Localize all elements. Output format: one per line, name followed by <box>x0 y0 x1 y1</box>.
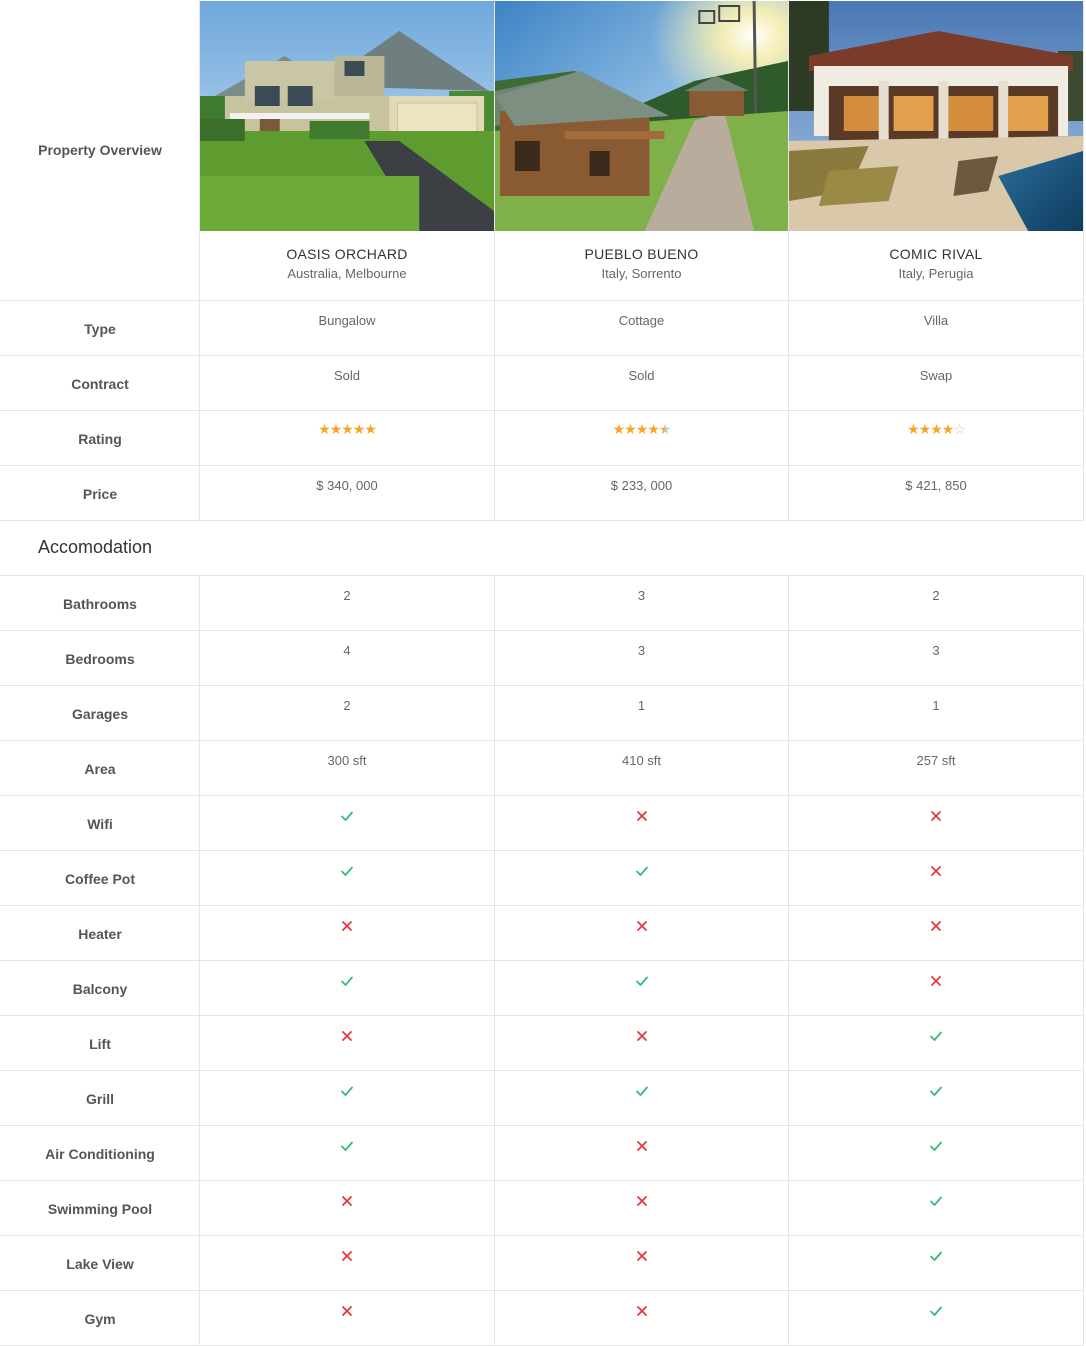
type-cell <box>495 301 789 355</box>
price-value: $ 421, 850 <box>905 478 967 493</box>
price-row <box>0 466 1084 521</box>
check-icon <box>340 974 354 988</box>
check-icon <box>340 864 354 878</box>
bathrooms-value: 2 <box>932 588 940 603</box>
star-full-icon: ★ <box>364 421 376 437</box>
row-label-cell <box>0 686 200 740</box>
row-label-cell <box>0 1291 200 1345</box>
amenity-row-swimming-pool <box>0 1181 1084 1236</box>
amenity-cell <box>495 1291 789 1345</box>
amenity-cell <box>495 906 789 960</box>
amenity-label: Gym <box>84 1311 116 1327</box>
amenity-cell <box>200 796 495 850</box>
area-row <box>0 741 1084 796</box>
price-label: Price <box>82 486 118 502</box>
row-label-cell <box>0 961 200 1015</box>
check-icon <box>929 1084 943 1098</box>
amenity-cell <box>200 1236 495 1290</box>
amenity-cell <box>495 796 789 850</box>
star-full-icon: ★ <box>352 421 365 437</box>
contract-value: Swap <box>919 368 953 383</box>
amenity-row-air-conditioning <box>0 1126 1084 1181</box>
bathrooms-cell <box>495 576 789 630</box>
type-value: Villa <box>923 313 949 328</box>
bedrooms-cell <box>495 631 789 685</box>
amenity-cell <box>789 1236 1084 1290</box>
bathrooms-value: 3 <box>637 588 646 603</box>
amenity-row-coffee-pot <box>0 851 1084 906</box>
bedrooms-value: 3 <box>932 643 940 658</box>
garages-value: 1 <box>932 698 940 713</box>
amenity-cell <box>200 851 495 905</box>
cross-icon <box>635 1139 649 1153</box>
property-header-row <box>0 0 1084 301</box>
star-rating <box>495 421 788 438</box>
bedrooms-value: 3 <box>637 643 646 658</box>
cross-icon <box>340 919 354 933</box>
amenity-label: Air Conditioning <box>45 1146 155 1162</box>
garages-value: 2 <box>343 698 351 713</box>
star-full-icon: ★ <box>930 421 942 437</box>
bedrooms-value: 4 <box>343 643 351 658</box>
row-label-cell <box>0 631 200 685</box>
bathrooms-value: 2 <box>343 588 351 603</box>
star-full-icon: ★ <box>318 421 330 437</box>
amenity-row-balcony <box>0 961 1084 1016</box>
star-full-icon: ★ <box>647 421 659 437</box>
row-label-cell <box>0 1236 200 1290</box>
amenity-cell <box>495 1071 789 1125</box>
property-location: Australia, Melbourne <box>287 266 407 281</box>
row-label-cell <box>0 741 200 795</box>
row-label-cell <box>0 796 200 850</box>
cross-icon <box>635 1304 649 1318</box>
star-full-icon: ★ <box>341 421 353 437</box>
amenity-cell <box>495 961 789 1015</box>
amenity-cell <box>200 1016 495 1070</box>
property-column-oasis-orchard[interactable] <box>200 0 495 300</box>
row-label-cell <box>0 301 200 355</box>
amenity-label: Grill <box>85 1091 114 1107</box>
area-cell <box>495 741 789 795</box>
amenity-cell <box>789 851 1084 905</box>
check-icon <box>635 864 649 878</box>
amenity-row-wifi <box>0 796 1084 851</box>
amenity-cell <box>789 1071 1084 1125</box>
property-name[interactable]: OASIS ORCHARD <box>286 246 408 262</box>
check-icon <box>635 974 649 988</box>
amenity-cell <box>495 1126 789 1180</box>
cross-icon <box>929 809 943 823</box>
amenity-cell <box>200 1181 495 1235</box>
amenity-row-lake-view <box>0 1236 1084 1291</box>
star-full-icon: ★ <box>907 421 919 437</box>
bathrooms-label: Bathrooms <box>63 596 137 612</box>
check-icon <box>635 1084 649 1098</box>
price-value: $ 233, 000 <box>610 478 673 493</box>
star-full-icon: ★ <box>612 421 625 437</box>
amenity-row-heater <box>0 906 1084 961</box>
check-icon <box>340 1084 354 1098</box>
contract-value: Sold <box>628 368 655 383</box>
contract-label: Contract <box>71 376 129 392</box>
property-column-comic-rival[interactable] <box>789 0 1084 300</box>
amenity-label: Lake View <box>66 1256 134 1272</box>
cross-icon <box>635 1029 649 1043</box>
row-label-cell <box>0 1071 200 1125</box>
cross-icon <box>340 1304 354 1318</box>
amenity-cell <box>200 961 495 1015</box>
row-label-cell <box>0 1126 200 1180</box>
property-location: Italy, Perugia <box>898 266 974 281</box>
row-label-cell <box>0 1181 200 1235</box>
bedrooms-cell <box>200 631 495 685</box>
check-icon <box>340 1139 354 1153</box>
type-cell <box>789 301 1084 355</box>
star-full-icon: ★ <box>624 421 636 437</box>
area-value: 257 sft <box>916 753 956 768</box>
check-icon <box>929 1139 943 1153</box>
price-cell <box>495 466 789 520</box>
property-name[interactable]: PUEBLO BUENO <box>584 246 699 262</box>
amenity-label: Wifi <box>87 816 113 832</box>
house-photo[interactable] <box>200 1 494 231</box>
star-full-icon: ★ <box>329 421 342 437</box>
price-cell <box>789 466 1084 520</box>
area-label: Area <box>84 761 116 777</box>
property-location: Italy, Sorrento <box>601 266 682 281</box>
cross-icon <box>929 919 943 933</box>
overview-label-cell <box>0 0 200 300</box>
rating-cell <box>789 411 1084 465</box>
contract-cell <box>495 356 789 410</box>
rating-label: Rating <box>78 431 122 447</box>
rating-row <box>0 411 1084 466</box>
area-cell <box>789 741 1084 795</box>
type-cell <box>200 301 495 355</box>
area-value: 410 sft <box>621 753 662 768</box>
amenity-cell <box>495 1181 789 1235</box>
bathrooms-cell <box>200 576 495 630</box>
cross-icon <box>929 864 943 878</box>
garages-label: Garages <box>71 706 129 722</box>
area-value: 300 sft <box>327 753 367 768</box>
rating-cell <box>495 411 789 465</box>
contract-value: Sold <box>333 368 361 383</box>
star-full-icon: ★ <box>918 421 931 437</box>
row-label-cell <box>0 576 200 630</box>
amenity-cell <box>495 851 789 905</box>
amenity-cell <box>200 906 495 960</box>
cross-icon <box>340 1249 354 1263</box>
amenity-label: Swimming Pool <box>47 1201 153 1217</box>
property-name[interactable]: COMIC RIVAL <box>889 246 983 262</box>
amenity-label: Heater <box>78 926 122 942</box>
check-icon <box>929 1029 943 1043</box>
type-value: Cottage <box>618 313 665 328</box>
garages-cell <box>495 686 789 740</box>
contract-cell <box>200 356 495 410</box>
garages-cell <box>200 686 495 740</box>
amenity-cell <box>789 906 1084 960</box>
amenity-cell <box>789 1291 1084 1345</box>
row-label-cell <box>0 356 200 410</box>
property-overview-label: Property Overview <box>38 142 162 158</box>
bedrooms-label: Bedrooms <box>65 651 135 667</box>
bathrooms-cell <box>789 576 1084 630</box>
cross-icon <box>929 974 943 988</box>
amenity-cell <box>789 796 1084 850</box>
row-label-cell <box>0 906 200 960</box>
cross-icon <box>635 1249 649 1263</box>
bedrooms-row <box>0 631 1084 686</box>
star-empty-icon: ☆ <box>953 421 965 437</box>
amenity-cell <box>495 1016 789 1070</box>
cross-icon <box>635 809 649 823</box>
row-label-cell <box>0 851 200 905</box>
cabin-photo[interactable] <box>495 1 788 231</box>
accommodation-section-header <box>0 521 1084 576</box>
star-half-icon: ★ <box>658 421 671 437</box>
check-icon <box>929 1194 943 1208</box>
star-full-icon: ★ <box>635 421 648 437</box>
amenity-cell <box>200 1071 495 1125</box>
price-cell <box>200 466 495 520</box>
cross-icon <box>635 919 649 933</box>
row-label-cell <box>0 411 200 465</box>
amenity-cell <box>789 1016 1084 1070</box>
property-column-pueblo-bueno[interactable] <box>495 0 789 300</box>
cross-icon <box>340 1194 354 1208</box>
contract-row <box>0 356 1084 411</box>
section-title: Accomodation <box>38 537 153 557</box>
amenity-row-lift <box>0 1016 1084 1071</box>
cross-icon <box>635 1194 649 1208</box>
amenity-row-grill <box>0 1071 1084 1126</box>
amenity-cell <box>200 1126 495 1180</box>
row-label-cell <box>0 466 200 520</box>
check-icon <box>929 1249 943 1263</box>
garages-cell <box>789 686 1084 740</box>
amenity-cell <box>789 1126 1084 1180</box>
price-value: $ 340, 000 <box>316 478 378 493</box>
star-full-icon: ★ <box>941 421 954 437</box>
check-icon <box>929 1304 943 1318</box>
amenity-label: Balcony <box>72 981 128 997</box>
star-rating <box>789 421 1083 438</box>
amenity-cell <box>200 1291 495 1345</box>
type-row <box>0 301 1084 356</box>
amenity-cell <box>789 1181 1084 1235</box>
amenity-cell <box>789 961 1084 1015</box>
star-rating <box>200 421 494 438</box>
garages-value: 1 <box>637 698 646 713</box>
amenity-row-gym <box>0 1291 1084 1346</box>
rating-cell <box>200 411 495 465</box>
villa-photo[interactable] <box>789 1 1083 231</box>
garages-row <box>0 686 1084 741</box>
type-value: Bungalow <box>318 313 376 328</box>
amenity-cell <box>495 1236 789 1290</box>
cross-icon <box>340 1029 354 1043</box>
bedrooms-cell <box>789 631 1084 685</box>
row-label-cell <box>0 1016 200 1070</box>
contract-cell <box>789 356 1084 410</box>
amenity-label: Lift <box>89 1036 111 1052</box>
amenity-label: Coffee Pot <box>65 871 135 887</box>
bathrooms-row <box>0 576 1084 631</box>
type-label: Type <box>84 321 116 337</box>
area-cell <box>200 741 495 795</box>
check-icon <box>340 809 354 823</box>
